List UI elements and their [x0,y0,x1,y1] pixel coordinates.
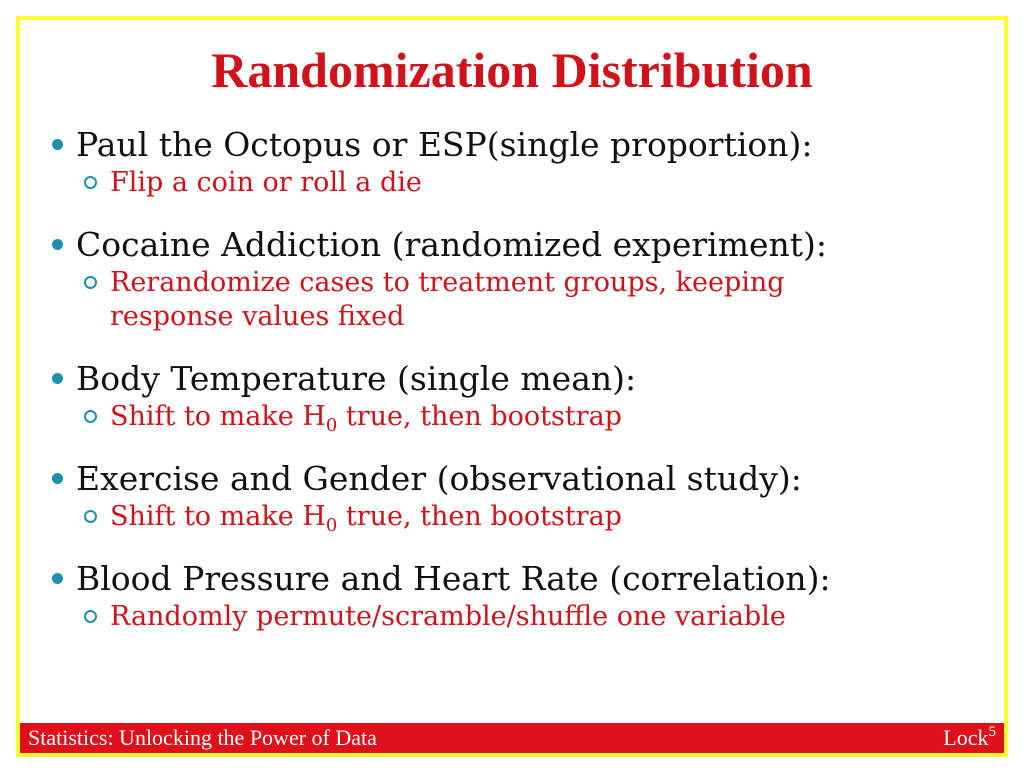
sub-bullet-text-pre: Shift to make H [110,401,326,432]
bullet-dot-icon [52,139,63,150]
bullet-text: Body Temperature (single mean): [76,359,637,398]
bullet-text: Cocaine Addiction (randomized experiment): [76,225,828,264]
sub-bullet-text-continued: response values fixed [110,301,405,332]
sub-bullet-text: Randomly permute/scramble/shuffle one variable [110,601,786,632]
bullet-item [50,358,984,400]
sub-bullet-text: Flip a coin or roll a die [110,167,422,198]
bullet-dot-icon [52,239,63,250]
bullet-dot-icon [52,473,63,484]
bullet-item [50,458,984,500]
sub-bullet-text-post: true, then bootstrap [337,401,622,432]
sub-bullet-text: Rerandomize cases to treatment groups, keeping [110,267,785,298]
sub-bullet-text-post: true, then bootstrap [337,501,622,532]
subscript-zero: 0 [325,515,338,536]
bullet-text: Paul the Octopus or ESP(single proportion): [76,125,813,164]
bullet-text: Blood Pressure and Heart Rate (correlation): [76,559,831,598]
ring-bullet-icon [84,510,97,523]
ring-bullet-icon [84,610,97,623]
footer-bar [20,723,1004,753]
sub-bullet-item [50,500,984,534]
ring-bullet-icon [84,410,97,423]
bullet-dot-icon [52,573,63,584]
bullet-item [50,124,984,166]
slide-title: Randomization Distribution [211,42,813,98]
slide [16,16,1008,757]
sub-bullet-item [50,600,984,634]
footer-author-name: Lock [943,725,989,750]
footer-course-title: Statistics: Unlocking the Power of Data [28,725,377,750]
footer-author [943,723,996,753]
footer-author-superscript: 5 [988,724,996,740]
sub-bullet-item [50,400,984,434]
sub-bullet-item [50,166,984,200]
bullet-item [50,224,984,266]
bullet-item [50,558,984,600]
sub-bullet-item [50,266,984,334]
bullet-text: Exercise and Gender (observational study): [76,459,802,498]
bullet-list [50,124,984,658]
ring-bullet-icon [84,276,97,289]
sub-bullet-text-pre: Shift to make H [110,501,326,532]
bullet-dot-icon [52,373,63,384]
ring-bullet-icon [84,176,97,189]
subscript-zero: 0 [325,415,338,436]
